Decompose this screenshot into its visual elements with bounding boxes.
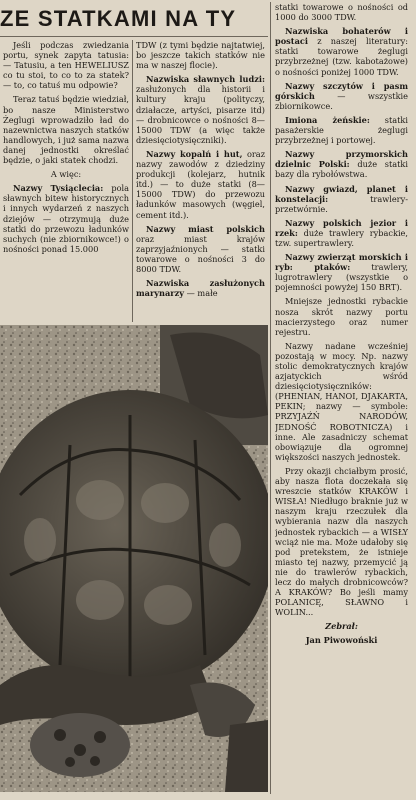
paragraph: Mniejsze jednostki rybackie nosza skrót nazwy portu macierzystego oraz numer rejestru. <box>275 296 408 337</box>
paragraph-text: duże statki bazy dla rybołówstwa. <box>275 159 408 180</box>
bold-lead: Nazwy szczytów i pasm górskich <box>275 80 408 101</box>
paragraph-text: trawlery-przetwórnie. <box>275 193 408 214</box>
article-title: ZE STATKAMI NA TY <box>0 6 237 31</box>
column-3 <box>275 2 408 792</box>
bold-lead: Nazwy miast polskich <box>146 223 265 234</box>
bold-lead: Nazwy polskich jezior i rzek: <box>275 217 408 238</box>
bold-lead: Nazwy gwiazd, planet i konstelacji: <box>275 183 408 204</box>
column-divider-1 <box>132 40 133 322</box>
bold-lead: Imiona żeńskie: <box>285 114 370 125</box>
paragraph <box>275 252 408 292</box>
paragraph <box>136 74 265 145</box>
paragraph: Przy okazji chciałbym prosić, aby nasza flota doczekała się wreszcie statków KRAKÓW i WISŁA! Niedługo braknie już w naszym kraju rzeczułek dla wybierania nazw dla naszych jednostek rybackich — a WISŁY wciąż nie ma. Może udałoby się pod pretekstem, że istnieje miasto tej nazwy, przemycić ją nie do trawlerów rybackich, lecz do małych drobnicowców? A KRAKÓW? Bo jeśli mamy POLANICĘ, SŁAWNO i WOLIN... <box>275 465 408 618</box>
paragraph <box>275 184 408 214</box>
paragraph-text: trawlery, lugrotrawlery (wszystkie o pojemności powyżej 150 BRT). <box>275 262 408 293</box>
tortoise-illustration <box>0 325 268 792</box>
paragraph <box>136 278 265 298</box>
paragraph: TDW (z tymi będzie najtatwiej, bo jeszcze takich statków nie ma w naszej flocie). <box>136 40 265 71</box>
paragraph-text: — wszystkie zbiornikowce. <box>275 90 408 111</box>
signature-label-text: Zebrał: <box>325 621 358 632</box>
paragraph-text: duże trawlery rybackie, tzw. supertrawlery. <box>275 227 408 248</box>
paragraph <box>275 81 408 111</box>
signature-name: Jan Piwowoński <box>305 635 378 646</box>
paragraph-text: — małe <box>186 288 218 299</box>
paragraph: A więc: <box>50 169 82 180</box>
bold-lead: Nazwiska zasłużonych marynarzy <box>136 278 265 299</box>
paragraph-text: pola sławnych bitew historycznych i innych wydarzeń z naszych dziejów — otrzymują duże statki do przewozu ładunków suchych (nie zbiornikowce!) o nośności ponad 15.000 <box>3 183 129 254</box>
signature-label <box>275 621 408 631</box>
paragraph: Jeśli podczas zwiedzania portu, synek zapyta tatusia: — Tatusiu, a ten HEWELIUSZ co tu stoi, to co to za statek? — to, co tatuś mu odpowie? <box>3 40 129 91</box>
tortoise-photo <box>0 325 268 792</box>
bold-lead: Nazwy przymorskich dzielnic Polski: <box>275 149 408 170</box>
paragraph <box>136 224 265 274</box>
paragraph <box>275 26 408 76</box>
bold-lead: Nazwiska sławnych ludzi: <box>146 74 265 85</box>
paragraph-text: oraz miast krajów zaprzyjaźnionych — statki towarowe o nośności 3 do 8000 TDW. <box>136 233 265 274</box>
column-1 <box>3 40 129 324</box>
bold-lead: Nazwy kopalń i hut, <box>146 148 243 159</box>
paragraph <box>275 149 408 179</box>
bold-lead: Nazwy zwierząt morskich i ryb: ptaków: <box>275 252 408 273</box>
column-2 <box>136 40 265 324</box>
bold-lead: Nazwy Tysiąclecia: <box>13 183 104 194</box>
paragraph <box>136 149 265 220</box>
paragraph <box>275 115 408 145</box>
bold-lead: Nazwiska bohaterów i postaci <box>275 26 408 47</box>
paragraph-text: zasłużonych dla historii i kultury kraju (polityczy, działacze, artyści, pisarze itd) — drobnicowce o nośności 8—15000 TDW (a więc także dziesięciotysięczniki). <box>136 84 265 145</box>
paragraph: Teraz tatuś będzie wiedział, bo nasze Ministerstwo Żeglugi wprowadziło ład do nazewnictwa naszych statków handlowych, i już sama nazwa danej jednostki określać będzie, o jaki statek chodzi. <box>3 94 129 166</box>
paragraph-text: z naszej literatury: statki towarowe żeglugi przybrzeżnej (tzw. kabotażowe) o nośności poniżej 1000 TDW. <box>275 36 408 77</box>
paragraph-text: statki pasażerskie żeglugi przybrzeżnej i portowej. <box>275 114 408 146</box>
column-divider-2 <box>270 2 271 794</box>
paragraph <box>275 218 408 248</box>
paragraph-text: oraz nazwy zawodów z dziedziny produkcji (kolejarz, hutnik itd.) — to duże statki (8—15000 TDW) do przewozu ładunków masowych (węgiel, cement itd.). <box>136 148 265 220</box>
paragraph: statki towarowe o nośności od 1000 do 3000 TDW. <box>275 2 408 23</box>
title-underline <box>0 36 268 37</box>
paragraph <box>3 183 129 254</box>
paragraph: Nazwy nadane wcześniej pozostają w mocy. Np. nazwy stolic demokratycznych krajów azjatyckich wśród dziesięciotysięczników: (PHENIAN, HANOI, DJAKARTA, PEKIN; nazwy — symbole: PRZYJAŹŃ NARODÓW, JEDNOŚĆ ROBOTNICZA) i inne. Ale zasadniczy schemat obowiązuje dla ogromnej większości naszych jednostek. <box>275 340 408 462</box>
